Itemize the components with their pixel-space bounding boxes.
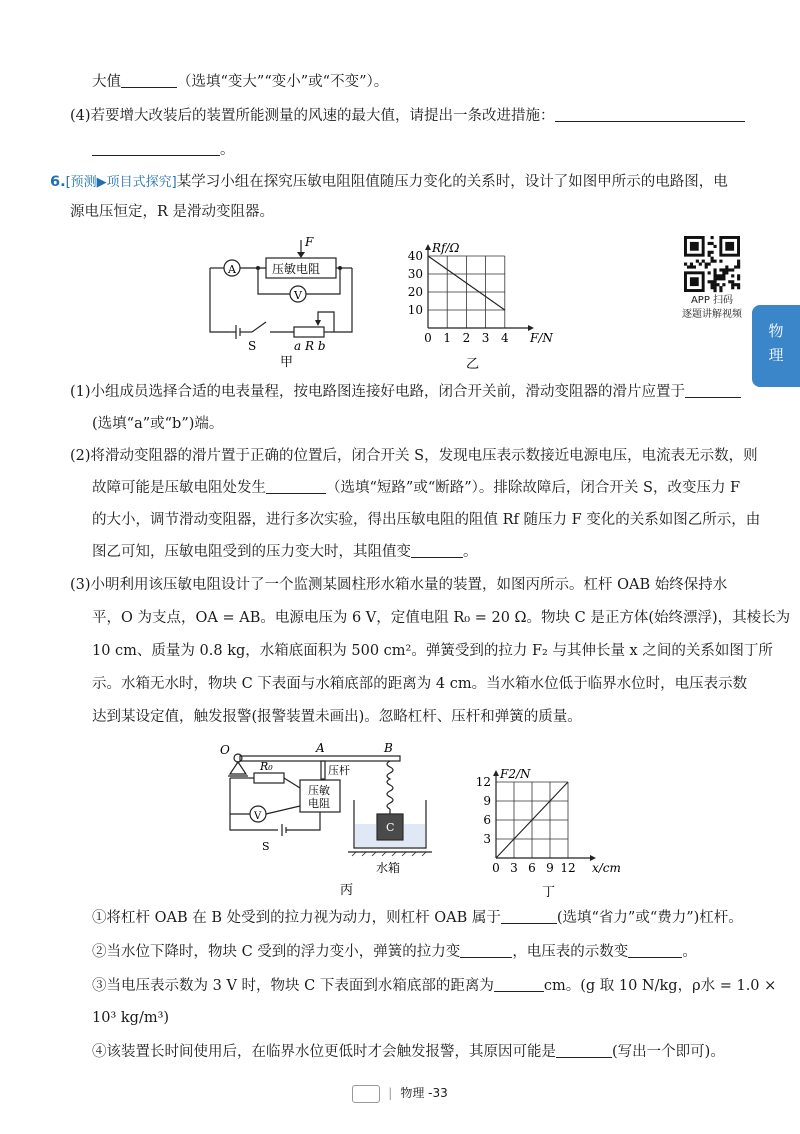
qr-module: [716, 283, 719, 286]
x-tick-label: 3: [481, 331, 490, 345]
blank-2[interactable]: [555, 107, 745, 122]
qr-module: [711, 257, 714, 260]
qr-module: [737, 260, 740, 263]
s3-text-c: 10³ kg/m³): [92, 1010, 170, 1026]
p2-text-b2: （选填“短路”或“断路”）。排除故障后，闭合开关 S，改变压力 F: [326, 480, 741, 496]
p3-text-e: 达到某设定值，触发报警(报警装置未画出)。忽略杠杆、压杆和弹簧的质量。: [92, 709, 582, 725]
q6-tag: [预测▶项目式探究]: [65, 175, 177, 190]
force-label: F: [305, 235, 314, 249]
qr-module: [734, 283, 737, 286]
s3-text-b: cm。(g 取 10 N/kg，ρ水 = 1.0 ×: [543, 978, 777, 994]
p2-line-b: [92, 478, 740, 498]
chart-ding-xlabel: x/cm: [592, 861, 621, 875]
label-rod: 压杆: [328, 764, 350, 777]
p3-text-a: (3)小明利用该压敏电阻设计了一个监测某圆柱形水箱水量的装置，如图丙所示。杠杆 OAB 始终保持水: [70, 577, 728, 593]
p3-line-a: [70, 575, 727, 595]
figure-jia: [200, 232, 375, 372]
qr-module: [713, 274, 716, 277]
text-line-1: [92, 72, 388, 92]
qr-module: [702, 260, 705, 263]
qr-module: [711, 286, 714, 289]
qr-module: [731, 283, 734, 286]
label-block-C: C: [386, 821, 395, 834]
blank-p2-1[interactable]: [266, 479, 326, 494]
qr-finder-core: [725, 242, 734, 251]
p2-text-c: 的大小，调节滑动变阻器，进行多次实验，得出压敏电阻的阻值 Rf 随压力 F 变化的关系如图乙所示，由: [92, 512, 761, 528]
page-number: 物理 -33: [400, 1086, 448, 1100]
qr-caption-1: APP 扫码: [690, 295, 734, 306]
p2-line-a: [70, 446, 758, 466]
x-tick-label: 4: [500, 331, 509, 345]
s2-text-c: 。: [682, 944, 697, 960]
qr-module: [684, 263, 687, 266]
chart-ding: [472, 758, 622, 900]
y-tick-label: 6: [483, 813, 491, 827]
qr-module: [713, 277, 716, 280]
text-line-3: [92, 140, 235, 160]
qr-module: [711, 283, 714, 286]
qr-module: [719, 274, 722, 277]
qr-module: [708, 271, 711, 274]
qr-code-icon[interactable]: [684, 236, 740, 292]
p2-line-d: [92, 542, 478, 562]
p3-line-c: [92, 641, 773, 661]
label-tank: 水箱: [376, 861, 401, 875]
qr-module: [713, 283, 716, 286]
qr-module: [713, 286, 716, 289]
qr-module: [737, 283, 740, 286]
label-switch: S: [262, 840, 270, 853]
qr-module: [719, 260, 722, 263]
figure-bing: [218, 740, 443, 900]
p3-line-b: [92, 608, 790, 628]
p1-text-b: (选填“a”或“b”)端。: [92, 416, 224, 432]
q6-line1: 某学习小组在探究压敏电阻阻值随压力变化的关系时，设计了如图甲所示的电路图，电: [176, 174, 728, 190]
chart-yi: [400, 230, 553, 372]
blank-s2-2[interactable]: [628, 943, 682, 958]
x-tick-label: 0: [424, 331, 432, 345]
p1-text-a: (1)小组成员选择合适的电表量程，按电路图连接好电路，闭合开关前，滑动变阻器的滑片应置于: [70, 384, 686, 400]
s2-text-b: ，电压表的示数变: [512, 944, 629, 960]
qr-module: [690, 263, 693, 266]
x-tick-label: 6: [528, 861, 536, 875]
qr-caption-2: 逐题讲解视频: [682, 309, 742, 320]
blank-p1[interactable]: [685, 383, 741, 398]
qr-module: [728, 268, 731, 271]
qr-module: [713, 268, 716, 271]
qr-module: [693, 265, 696, 268]
qr-module: [708, 242, 711, 245]
x-tick-label: 1: [443, 331, 452, 345]
q6-line2-wrap: [70, 202, 274, 222]
qr-module: [722, 271, 725, 274]
p2-text-a: (2)将滑动变阻器的滑片置于正确的位置后，闭合开关 S，发现电压表示数接近电源电压，电流表无示数，则: [70, 448, 758, 464]
p3-line-e: [92, 707, 582, 727]
s4-line: [92, 1042, 725, 1062]
chart-yi-xlabel: F/N: [530, 331, 553, 345]
x-tick-label: 3: [510, 861, 518, 875]
s1-text-a: ①将杠杆 OAB 在 B 处受到的拉力视为动力，则杠杆 OAB 属于: [92, 910, 501, 926]
qr-module: [737, 263, 740, 266]
s1-text-b: (选填“省力”或“费力”)杠杆。: [556, 910, 743, 926]
qr-module: [711, 251, 714, 254]
qr-module: [737, 274, 740, 277]
qr-module: [722, 283, 725, 286]
text-l2: (4)若要增大改装后的装置所能测量的风速的最大值，请提出一条改进措施：: [70, 108, 555, 124]
y-tick-label: 20: [407, 285, 423, 299]
qr-module: [713, 260, 716, 263]
chart-yi-ylabel: Rf/Ω: [432, 241, 460, 255]
caption-yi: 乙: [466, 357, 480, 372]
label-O: O: [220, 743, 230, 757]
p3-text-b: 平，O 为支点，OA = AB。电源电压为 6 V，定值电阻 R₀ = 20 Ω。物块 C 是正方体(始终漂浮)，其棱长为: [92, 610, 791, 626]
q6-header: [50, 172, 728, 193]
qr-module: [731, 268, 734, 271]
p3-text-d: 示。水箱无水时，物块 C 下表面与水箱底部的距离为 4 cm。当水箱水位低于临界水位时，电压表示数: [92, 676, 748, 692]
s4-text-b: (写出一个即可)。: [612, 1044, 725, 1060]
qr-module: [713, 271, 716, 274]
qr-module: [737, 286, 740, 289]
qr-module: [708, 254, 711, 257]
text-l3: 。: [220, 142, 235, 158]
s2-line: [92, 942, 697, 962]
blank-s4[interactable]: [556, 1043, 612, 1058]
qr-module: [687, 265, 690, 268]
resistor-label: 压敏电阻: [272, 262, 321, 276]
qr-finder-core: [690, 242, 699, 251]
label-A: A: [316, 741, 325, 755]
s2-text-a: ②当水位下降时，物块 C 受到的浮力变小，弹簧的拉力变: [92, 944, 461, 960]
qr-module: [719, 268, 722, 271]
qr-finder-core: [690, 277, 699, 286]
y-axis-arrow: [493, 770, 499, 776]
qr-module: [731, 280, 734, 283]
p2-text-b1: 故障可能是压敏电阻处发生: [92, 480, 266, 496]
caption-bing: 丙: [340, 883, 354, 898]
qr-module: [711, 280, 714, 283]
chart-ding-ylabel: F2/N: [500, 767, 531, 781]
caption-ding: 丁: [542, 885, 556, 900]
blank-s3[interactable]: [494, 977, 544, 992]
qr-module: [725, 265, 728, 268]
s3-text-a: ③当电压表示数为 3 V 时，物块 C 下表面到水箱底部的距离为: [92, 978, 494, 994]
blank-1[interactable]: [121, 73, 177, 88]
side-tab-physics[interactable]: [752, 305, 800, 387]
footer-logo-icon: [352, 1085, 380, 1103]
text-line-2: [70, 106, 745, 126]
label-R0: R₀: [260, 760, 273, 773]
qr-module: [728, 280, 731, 283]
qr-module: [731, 274, 734, 277]
blank-p2-2[interactable]: [411, 543, 463, 558]
qr-module: [713, 245, 716, 248]
y-tick-label: 3: [483, 832, 491, 846]
q6-line2: 源电压恒定，R 是滑动变阻器。: [70, 204, 275, 220]
page-footer: | 物理 -33: [0, 1084, 800, 1103]
label-voltmeter: V: [254, 811, 262, 822]
side-tab-char-2: 理: [768, 346, 784, 364]
s1-line: [92, 908, 743, 928]
voltmeter-label: V: [294, 289, 302, 302]
y-tick-label: 30: [407, 267, 423, 281]
y-tick-label: 9: [483, 794, 491, 808]
label-resistor-1: 压敏: [308, 784, 330, 797]
qr-module: [722, 268, 725, 271]
y-tick-label: 40: [407, 249, 423, 263]
rheostat-label: a R b: [294, 339, 326, 353]
qr-module: [737, 265, 740, 268]
p3-line-d: [92, 674, 747, 694]
qr-module: [719, 289, 722, 292]
p1-line-a: [70, 382, 741, 402]
text-l1a: 大值: [92, 74, 121, 90]
qr-module: [716, 277, 719, 280]
qr-module: [699, 263, 702, 266]
x-tick-label: 0: [492, 861, 500, 875]
qr-module: [711, 242, 714, 245]
qr-module: [708, 251, 711, 254]
qr-module: [716, 274, 719, 277]
qr-module: [725, 271, 728, 274]
s3-line-2: [92, 1008, 169, 1028]
p2-text-d1: 图乙可知，压敏电阻受到的压力变大时，其阻值变: [92, 544, 411, 560]
p3-text-c: 10 cm、质量为 0.8 kg，水箱底面积为 500 cm²。弹簧受到的拉力 F₂ 与其伸长量 x 之间的关系如图丁所: [92, 643, 773, 659]
qr-module: [734, 265, 737, 268]
x-tick-label: 2: [462, 331, 471, 345]
label-B: B: [384, 741, 393, 755]
blank-s1[interactable]: [501, 909, 557, 924]
y-tick-label: 10: [407, 303, 423, 317]
qr-module: [722, 277, 725, 280]
qr-module: [708, 263, 711, 266]
qr-module: [711, 236, 714, 239]
qr-module: [725, 268, 728, 271]
qr-module: [713, 280, 716, 283]
q6-number: 6.: [50, 174, 66, 190]
y-tick-label: 12: [475, 775, 491, 789]
ammeter-label: A: [228, 263, 236, 276]
qr-module: [690, 265, 693, 268]
label-resistor-2: 电阻: [308, 797, 330, 810]
p2-line-c: [92, 510, 760, 530]
qr-module: [708, 280, 711, 283]
qr-module: [731, 286, 734, 289]
s3-line: [92, 976, 776, 996]
blank-s2-1[interactable]: [460, 943, 512, 958]
qr-module: [696, 260, 699, 263]
qr-module: [737, 277, 740, 280]
qr-module: [722, 274, 725, 277]
switch-label: S: [248, 339, 257, 353]
p2-text-d2: 。: [463, 544, 478, 560]
qr-module: [711, 260, 714, 263]
x-tick-label: 12: [560, 861, 576, 875]
x-tick-label: 9: [546, 861, 554, 875]
blank-3[interactable]: [92, 141, 220, 156]
qr-module: [713, 289, 716, 292]
qr-module: [705, 263, 708, 266]
qr-module: [705, 265, 708, 268]
y-axis-arrow: [425, 244, 431, 250]
qr-module: [719, 286, 722, 289]
p1-line-b: [92, 414, 223, 434]
text-l1b: （选填“变大”“变小”或“不变”）。: [177, 74, 389, 90]
qr-module: [719, 277, 722, 280]
s4-text-a: ④该装置长时间使用后，在临界水位更低时才会触发报警，其原因可能是: [92, 1044, 556, 1060]
side-tab-char-1: 物: [768, 322, 784, 340]
caption-jia: 甲: [280, 355, 294, 370]
